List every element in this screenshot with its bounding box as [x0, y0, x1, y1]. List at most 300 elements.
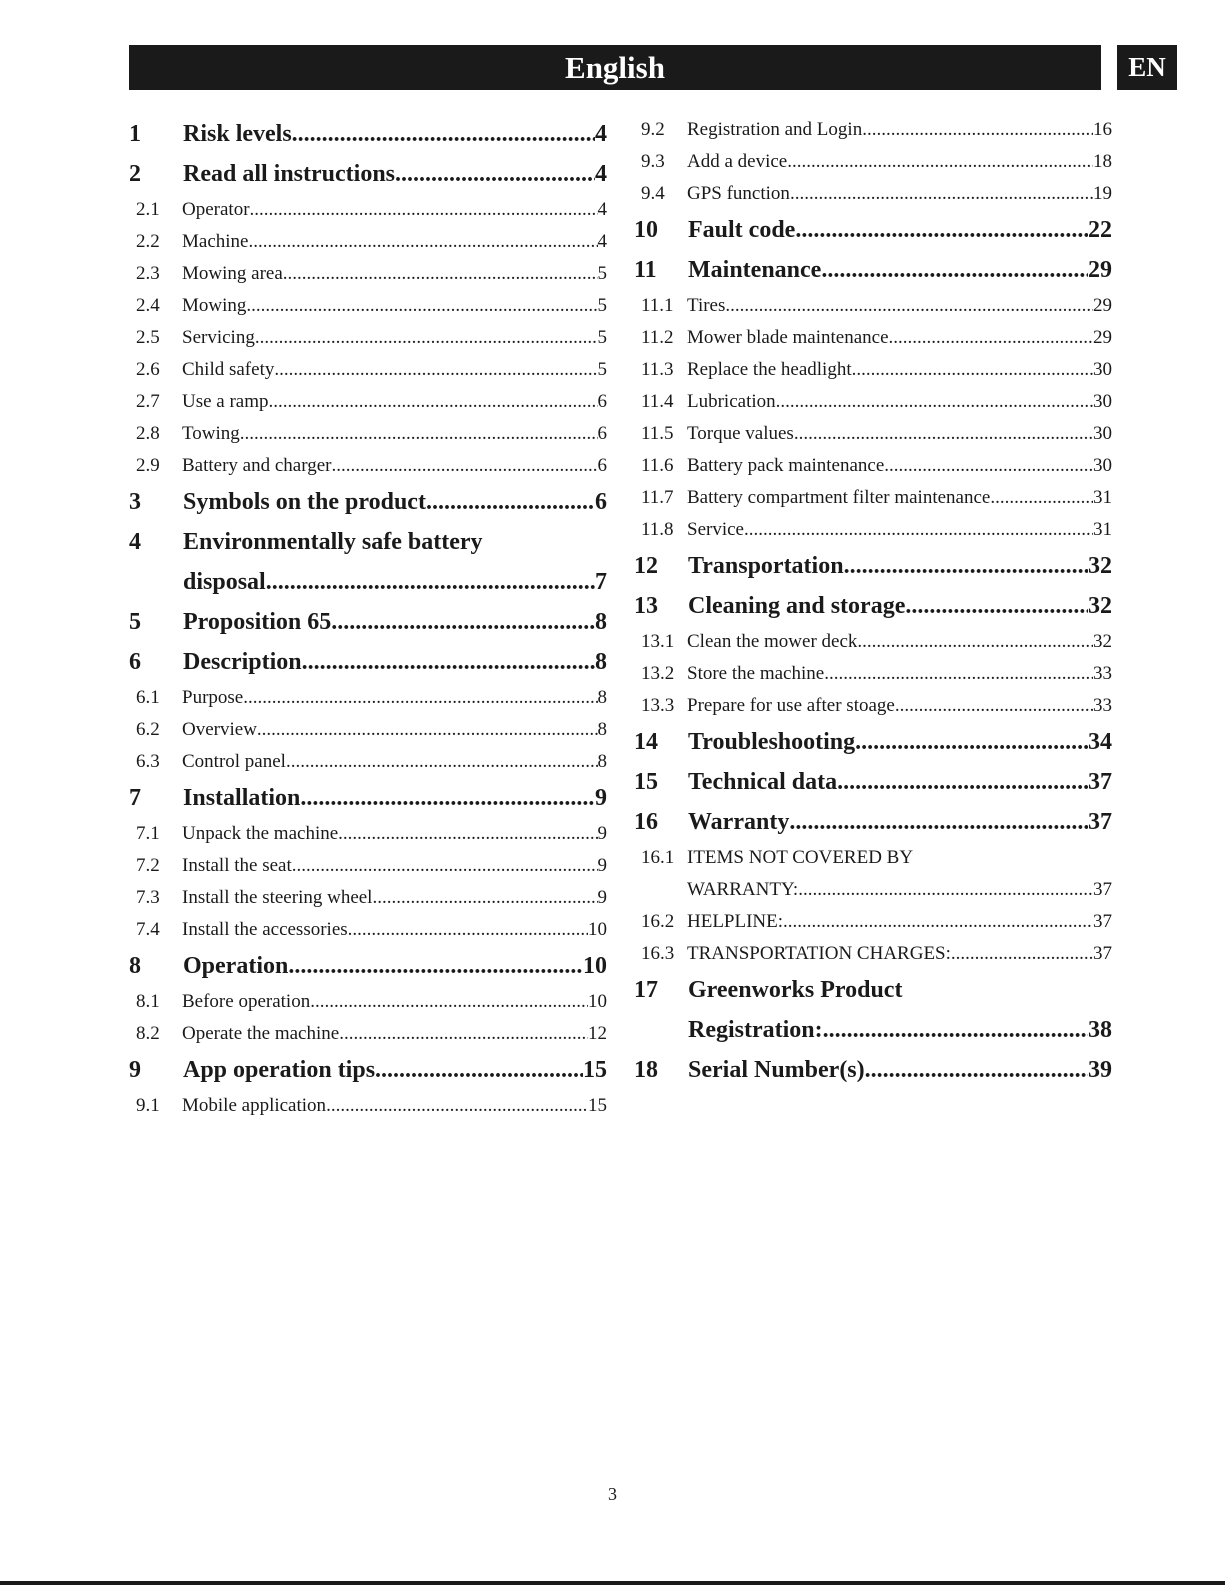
toc-entry-page: 8: [597, 719, 607, 740]
toc-entry-number: 9.4: [641, 183, 665, 204]
toc-dot-leader: [990, 482, 1093, 514]
toc-dot-leader: [744, 514, 1093, 546]
toc-subsection-entry[interactable]: [129, 450, 607, 482]
toc-entry-number: 5: [129, 609, 141, 635]
toc-entry-title-wrap: [688, 762, 1112, 802]
toc-entry-page: 8: [595, 649, 607, 675]
toc-subsection-entry[interactable]: [634, 938, 1112, 970]
toc-entry-title: Service: [687, 519, 744, 540]
toc-entry-number: 11.6: [641, 455, 674, 476]
toc-dot-leader: [951, 938, 1093, 970]
toc-entry-number: 2: [129, 161, 141, 187]
toc-subsection-entry[interactable]: [634, 178, 1112, 210]
toc-entry-number: 7.2: [136, 855, 160, 876]
toc-entry-number: 9.3: [641, 151, 665, 172]
toc-entry-title: Proposition 65: [183, 609, 332, 635]
toc-entry-number: 2.5: [136, 327, 160, 348]
toc-entry-title-wrap: [182, 258, 607, 290]
toc-subsection-entry[interactable]: [634, 514, 1112, 546]
toc-entry-page: 4: [597, 231, 607, 252]
toc-entry-title-wrap: [687, 354, 1112, 386]
toc-entry-page: 6: [597, 391, 607, 412]
toc-entry-title: Store the machine: [687, 663, 825, 684]
toc-subsection-entry[interactable]: [129, 882, 607, 914]
toc-entry-title: Use a ramp: [182, 391, 269, 412]
toc-entry-page: 37: [1093, 879, 1112, 900]
toc-section-entry[interactable]: [634, 722, 1112, 762]
toc-entry-title-wrap: [182, 418, 607, 450]
toc-entry-title: Mowing area: [182, 263, 283, 284]
toc-dot-leader: [426, 482, 595, 522]
toc-section-entry[interactable]: [634, 802, 1112, 842]
toc-dot-leader: [288, 946, 583, 986]
toc-dot-leader: [395, 154, 595, 194]
toc-dot-leader: [300, 778, 595, 818]
toc-dot-leader: [338, 818, 597, 850]
toc-dot-leader: [348, 914, 588, 946]
toc-entry-title: Before operation: [182, 991, 311, 1012]
toc-entry-title-wrap: [182, 882, 607, 914]
toc-subsection-entry[interactable]: [129, 1018, 607, 1050]
toc-entry-title-line2: [687, 874, 1112, 906]
toc-entry-title-wrap: [183, 114, 607, 154]
toc-entry-title-wrap: [687, 178, 1112, 210]
toc-dot-leader: [286, 746, 598, 778]
toc-subsection-entry[interactable]: [634, 322, 1112, 354]
toc-entry-title-wrap: [688, 970, 1112, 1050]
toc-entry-page: 37: [1093, 943, 1112, 964]
toc-section-entry[interactable]: [634, 970, 1112, 1050]
toc-entry-title: Install the steering wheel: [182, 887, 373, 908]
toc-entry-number: 7.3: [136, 887, 160, 908]
toc-entry-page: 30: [1093, 391, 1112, 412]
toc-dot-leader: [266, 562, 595, 602]
toc-subsection-entry[interactable]: [129, 322, 607, 354]
toc-dot-leader: [844, 546, 1088, 586]
toc-dot-leader: [776, 386, 1093, 418]
toc-entry-title: Overview: [182, 719, 257, 740]
toc-section-entry[interactable]: [634, 546, 1112, 586]
toc-subsection-entry[interactable]: [129, 418, 607, 450]
toc-dot-leader: [246, 290, 597, 322]
toc-entry-number: 16.3: [641, 943, 675, 964]
toc-entry-number: 7.1: [136, 823, 160, 844]
toc-entry-page: 4: [597, 199, 607, 220]
toc-entry-number: 2.8: [136, 423, 160, 444]
toc-entry-title: Towing: [182, 423, 240, 444]
toc-entry-number: 11: [634, 257, 657, 283]
toc-entry-number: 13.1: [641, 631, 675, 652]
toc-entry-title-line2: [688, 1010, 1112, 1050]
toc-section-entry[interactable]: [634, 762, 1112, 802]
toc-subsection-entry[interactable]: [634, 906, 1112, 938]
toc-subsection-entry[interactable]: [634, 114, 1112, 146]
toc-entry-title-wrap: [687, 146, 1112, 178]
toc-subsection-entry[interactable]: [129, 682, 607, 714]
toc-entry-title: Warranty: [688, 809, 790, 835]
toc-dot-leader: [269, 386, 598, 418]
toc-entry-page: 4: [595, 121, 607, 147]
toc-entry-title-wrap: [687, 626, 1112, 658]
toc-entry-title-wrap: [183, 946, 607, 986]
toc-subsection-entry[interactable]: [634, 386, 1112, 418]
toc-entry-number: 10: [634, 217, 658, 243]
toc-entry-title: Lubrication: [687, 391, 776, 412]
bottom-rule: [0, 1581, 1225, 1585]
toc-entry-title: Operate the machine: [182, 1023, 340, 1044]
toc-dot-leader: [821, 250, 1088, 290]
toc-section-entry[interactable]: [129, 602, 607, 642]
toc-entry-page: 29: [1088, 257, 1112, 283]
toc-entry-title-wrap: [687, 690, 1112, 722]
toc-entry-title: ITEMS NOT COVERED BY: [687, 847, 914, 868]
toc-entry-title-wrap: [182, 746, 607, 778]
toc-entry-number: 11.4: [641, 391, 674, 412]
toc-entry-title-line2: [183, 562, 607, 602]
toc-entry-title-wrap: [688, 546, 1112, 586]
toc-entry-title-wrap: [687, 938, 1112, 970]
toc-right-column: [634, 114, 1112, 1090]
toc-entry-number: 1: [129, 121, 141, 147]
toc-entry-number: 8.1: [136, 991, 160, 1012]
toc-entry-page: 6: [597, 423, 607, 444]
toc-dot-leader: [895, 690, 1093, 722]
toc-section-entry[interactable]: [129, 482, 607, 522]
toc-entry-page: 34: [1088, 729, 1112, 755]
toc-entry-title: HELPLINE:: [687, 911, 784, 932]
toc-entry-title: Operator: [182, 199, 250, 220]
toc-section-entry[interactable]: [129, 946, 607, 986]
toc-entry-page: 10: [588, 919, 607, 940]
toc-entry-title-wrap: [687, 450, 1112, 482]
toc-subsection-entry[interactable]: [634, 290, 1112, 322]
toc-entry-title: Child safety: [182, 359, 275, 380]
toc-entry-number: 16.1: [641, 847, 675, 868]
toc-entry-title: GPS function: [687, 183, 790, 204]
toc-entry-number: 2.9: [136, 455, 160, 476]
toc-subsection-entry[interactable]: [129, 850, 607, 882]
toc-entry-title-wrap: [182, 386, 607, 418]
toc-subsection-entry[interactable]: [634, 658, 1112, 690]
toc-entry-title: Mowing: [182, 295, 247, 316]
toc-entry-title: Operation: [183, 953, 289, 979]
toc-dot-leader: [255, 322, 598, 354]
toc-entry-title-wrap: [687, 418, 1112, 450]
toc-section-entry[interactable]: [129, 778, 607, 818]
toc-entry-page: 10: [588, 991, 607, 1012]
toc-entry-title: Control panel: [182, 751, 286, 772]
toc-entry-page: 31: [1093, 487, 1112, 508]
toc-subsection-entry[interactable]: [129, 986, 607, 1018]
toc-entry-title-wrap: [688, 586, 1112, 626]
toc-entry-title: Mobile application: [182, 1095, 327, 1116]
toc-entry-number: 11.8: [641, 519, 674, 540]
toc-section-entry[interactable]: [634, 586, 1112, 626]
toc-dot-leader: [837, 762, 1088, 802]
toc-left-column: [129, 114, 607, 1122]
toc-subsection-entry[interactable]: [634, 626, 1112, 658]
toc-entry-number: 13.3: [641, 695, 675, 716]
toc-section-entry[interactable]: [129, 1050, 607, 1090]
toc-entry-number: 13.2: [641, 663, 675, 684]
toc-dot-leader: [250, 194, 598, 226]
toc-entry-page: 31: [1093, 519, 1112, 540]
toc-entry-title: TRANSPORTATION CHARGES:: [687, 943, 951, 964]
toc-entry-title: Unpack the machine: [182, 823, 339, 844]
toc-entry-page: 6: [597, 455, 607, 476]
toc-entry-number: 18: [634, 1057, 658, 1083]
toc-entry-page: 15: [583, 1057, 607, 1083]
toc-entry-page: 30: [1093, 423, 1112, 444]
toc-subsection-entry[interactable]: [129, 746, 607, 778]
toc-subsection-entry[interactable]: [129, 226, 607, 258]
toc-entry-title: Read all instructions: [183, 161, 396, 187]
toc-section-entry[interactable]: [634, 1050, 1112, 1090]
toc-entry-title: Fault code: [688, 217, 796, 243]
toc-dot-leader: [824, 658, 1093, 690]
toc-entry-title-wrap: [182, 818, 607, 850]
toc-entry-page: 5: [597, 295, 607, 316]
toc-entry-page: 33: [1093, 663, 1112, 684]
toc-entry-page: 32: [1088, 593, 1112, 619]
toc-subsection-entry[interactable]: [634, 842, 1112, 906]
toc-section-entry[interactable]: [129, 642, 607, 682]
toc-entry-title: App operation tips: [183, 1057, 376, 1083]
toc-dot-leader: [257, 714, 598, 746]
toc-entry-title-wrap: [687, 842, 1112, 906]
toc-dot-leader: [795, 210, 1088, 250]
toc-entry-title-wrap: [688, 722, 1112, 762]
language-tab-label: EN: [1128, 52, 1166, 82]
toc-entry-title: Installation: [183, 785, 301, 811]
toc-dot-leader: [889, 322, 1093, 354]
toc-entry-title: Purpose: [182, 687, 244, 708]
toc-entry-number: 2.4: [136, 295, 160, 316]
toc-dot-leader: [326, 1090, 588, 1122]
toc-section-entry[interactable]: [634, 250, 1112, 290]
toc-entry-number: 16.2: [641, 911, 675, 932]
toc-entry-page: 37: [1093, 911, 1112, 932]
toc-subsection-entry[interactable]: [129, 258, 607, 290]
toc-entry-title: Servicing: [182, 327, 255, 348]
toc-entry-title: Greenworks Product: [688, 977, 903, 1003]
toc-subsection-entry[interactable]: [129, 1090, 607, 1122]
toc-entry-title-wrap: [182, 226, 607, 258]
toc-entry-title-wrap: [687, 386, 1112, 418]
toc-entry-title: Mower blade maintenance: [687, 327, 889, 348]
toc-dot-leader: [292, 850, 598, 882]
page-number: 3: [608, 1484, 617, 1504]
toc-entry-title-wrap: [687, 114, 1112, 146]
header-bar: [129, 45, 1101, 90]
toc-entry-number: 6.3: [136, 751, 160, 772]
toc-entry-title-wrap: [182, 290, 607, 322]
toc-entry-title-wrap: [182, 194, 607, 226]
toc-entry-title-wrap: [182, 1018, 607, 1050]
toc-dot-leader: [823, 1010, 1088, 1050]
toc-entry-title-wrap: [183, 642, 607, 682]
toc-entry-page: 6: [595, 489, 607, 515]
toc-subsection-entry[interactable]: [634, 354, 1112, 386]
toc-entry-number: 16: [634, 809, 658, 835]
toc-entry-number: 2.3: [136, 263, 160, 284]
toc-entry-title: Troubleshooting: [688, 729, 856, 755]
toc-dot-leader: [243, 682, 597, 714]
toc-dot-leader: [310, 986, 588, 1018]
toc-entry-title-wrap: [183, 1050, 607, 1090]
toc-entry-number: 2.7: [136, 391, 160, 412]
toc-entry-title-wrap: [182, 914, 607, 946]
toc-entry-title: Install the accessories: [182, 919, 348, 940]
toc-dot-leader: [798, 874, 1093, 906]
toc-entry-page: 30: [1093, 359, 1112, 380]
toc-entry-title: Machine: [182, 231, 249, 252]
toc-entry-number: 8: [129, 953, 141, 979]
toc-entry-number: 4: [129, 529, 141, 555]
toc-entry-page: 32: [1093, 631, 1112, 652]
toc-entry-title-wrap: [182, 682, 607, 714]
toc-dot-leader: [857, 626, 1093, 658]
toc-entry-title-wrap: [182, 450, 607, 482]
toc-entry-number: 9.2: [641, 119, 665, 140]
toc-entry-title-wrap: [183, 522, 607, 602]
toc-entry-title-wrap: [687, 322, 1112, 354]
toc-entry-page: 8: [595, 609, 607, 635]
toc-entry-title-continued: WARRANTY:: [687, 879, 799, 900]
toc-dot-leader: [375, 1050, 583, 1090]
toc-subsection-entry[interactable]: [634, 482, 1112, 514]
toc-entry-number: 13: [634, 593, 658, 619]
toc-section-entry[interactable]: [634, 210, 1112, 250]
toc-entry-page: 9: [595, 785, 607, 811]
toc-entry-title: Cleaning and storage: [688, 593, 906, 619]
toc-subsection-entry[interactable]: [129, 194, 607, 226]
toc-entry-title-continued: disposal: [183, 569, 266, 595]
toc-entry-page: 37: [1088, 809, 1112, 835]
toc-entry-page: 4: [595, 161, 607, 187]
toc-dot-leader: [274, 354, 597, 386]
toc-dot-leader: [283, 258, 598, 290]
toc-dot-leader: [331, 602, 595, 642]
toc-section-entry[interactable]: [129, 114, 607, 154]
toc-subsection-entry[interactable]: [634, 146, 1112, 178]
toc-dot-leader: [783, 906, 1093, 938]
toc-subsection-entry[interactable]: [634, 690, 1112, 722]
toc-subsection-entry[interactable]: [129, 714, 607, 746]
toc-entry-page: 18: [1093, 151, 1112, 172]
toc-section-entry[interactable]: [129, 522, 607, 602]
toc-entry-title: Battery and charger: [182, 455, 332, 476]
toc-entry-title: Serial Number(s): [688, 1057, 865, 1083]
toc-entry-page: 5: [597, 327, 607, 348]
toc-entry-title: Tires: [687, 295, 726, 316]
toc-entry-page: 29: [1093, 327, 1112, 348]
toc-entry-page: 37: [1088, 769, 1112, 795]
toc-entry-title-wrap: [182, 850, 607, 882]
toc-dot-leader: [855, 722, 1088, 762]
toc-entry-title-wrap: [183, 154, 607, 194]
toc-subsection-entry[interactable]: [129, 290, 607, 322]
toc-dot-leader: [787, 146, 1093, 178]
toc-dot-leader: [884, 450, 1093, 482]
toc-entry-title: Environmentally safe battery: [183, 529, 483, 555]
toc-dot-leader: [865, 1050, 1088, 1090]
toc-entry-title: Torque values: [687, 423, 794, 444]
toc-entry-number: 11.3: [641, 359, 674, 380]
toc-entry-title: Risk levels: [183, 121, 292, 147]
toc-section-entry[interactable]: [129, 154, 607, 194]
toc-entry-number: 7.4: [136, 919, 160, 940]
toc-entry-title-wrap: [688, 250, 1112, 290]
toc-entry-title-wrap: [182, 986, 607, 1018]
toc-entry-title: Maintenance: [688, 257, 822, 283]
toc-entry-title-wrap: [687, 658, 1112, 690]
toc-entry-title-wrap: [182, 354, 607, 386]
toc-entry-number: 11.1: [641, 295, 674, 316]
toc-entry-number: 6.1: [136, 687, 160, 708]
toc-entry-title: Add a device: [687, 151, 788, 172]
toc-dot-leader: [292, 114, 595, 154]
toc-entry-title-wrap: [183, 778, 607, 818]
toc-entry-title-wrap: [182, 714, 607, 746]
toc-entry-page: 19: [1093, 183, 1112, 204]
toc-entry-number: 9.1: [136, 1095, 160, 1116]
toc-entry-title-continued: Registration:: [688, 1017, 823, 1043]
toc-entry-page: 12: [588, 1023, 607, 1044]
toc-dot-leader: [248, 226, 597, 258]
toc-entry-number: 7: [129, 785, 141, 811]
toc-dot-leader: [302, 642, 595, 682]
toc-entry-number: 11.7: [641, 487, 674, 508]
toc-subsection-entry[interactable]: [129, 818, 607, 850]
toc-subsection-entry[interactable]: [129, 354, 607, 386]
toc-entry-number: 6: [129, 649, 141, 675]
toc-entry-page: 15: [588, 1095, 607, 1116]
toc-entry-number: 11.5: [641, 423, 674, 444]
toc-entry-title: Clean the mower deck: [687, 631, 858, 652]
toc-entry-number: 15: [634, 769, 658, 795]
toc-dot-leader: [339, 1018, 588, 1050]
toc-subsection-entry[interactable]: [634, 450, 1112, 482]
toc-entry-page: 9: [597, 887, 607, 908]
toc-entry-title-wrap: [687, 906, 1112, 938]
toc-subsection-entry[interactable]: [129, 386, 607, 418]
toc-subsection-entry[interactable]: [634, 418, 1112, 450]
toc-dot-leader: [794, 418, 1093, 450]
toc-entry-title-wrap: [687, 482, 1112, 514]
toc-entry-title-wrap: [687, 290, 1112, 322]
toc-entry-page: 30: [1093, 455, 1112, 476]
toc-subsection-entry[interactable]: [129, 914, 607, 946]
toc-entry-title: Replace the headlight: [687, 359, 852, 380]
toc-dot-leader: [331, 450, 597, 482]
toc-dot-leader: [905, 586, 1088, 626]
toc-entry-number: 17: [634, 977, 658, 1003]
toc-entry-number: 6.2: [136, 719, 160, 740]
toc-entry-number: 12: [634, 553, 658, 579]
toc-entry-page: 10: [583, 953, 607, 979]
toc-entry-title-wrap: [183, 602, 607, 642]
toc-entry-page: 29: [1093, 295, 1112, 316]
toc-dot-leader: [725, 290, 1093, 322]
toc-entry-number: 2.6: [136, 359, 160, 380]
language-tab: [1117, 45, 1177, 90]
toc-entry-page: 32: [1088, 553, 1112, 579]
toc-entry-page: 9: [597, 855, 607, 876]
toc-entry-title: Registration and Login: [687, 119, 863, 140]
toc-entry-title: Technical data: [688, 769, 838, 795]
toc-entry-title-wrap: [688, 210, 1112, 250]
